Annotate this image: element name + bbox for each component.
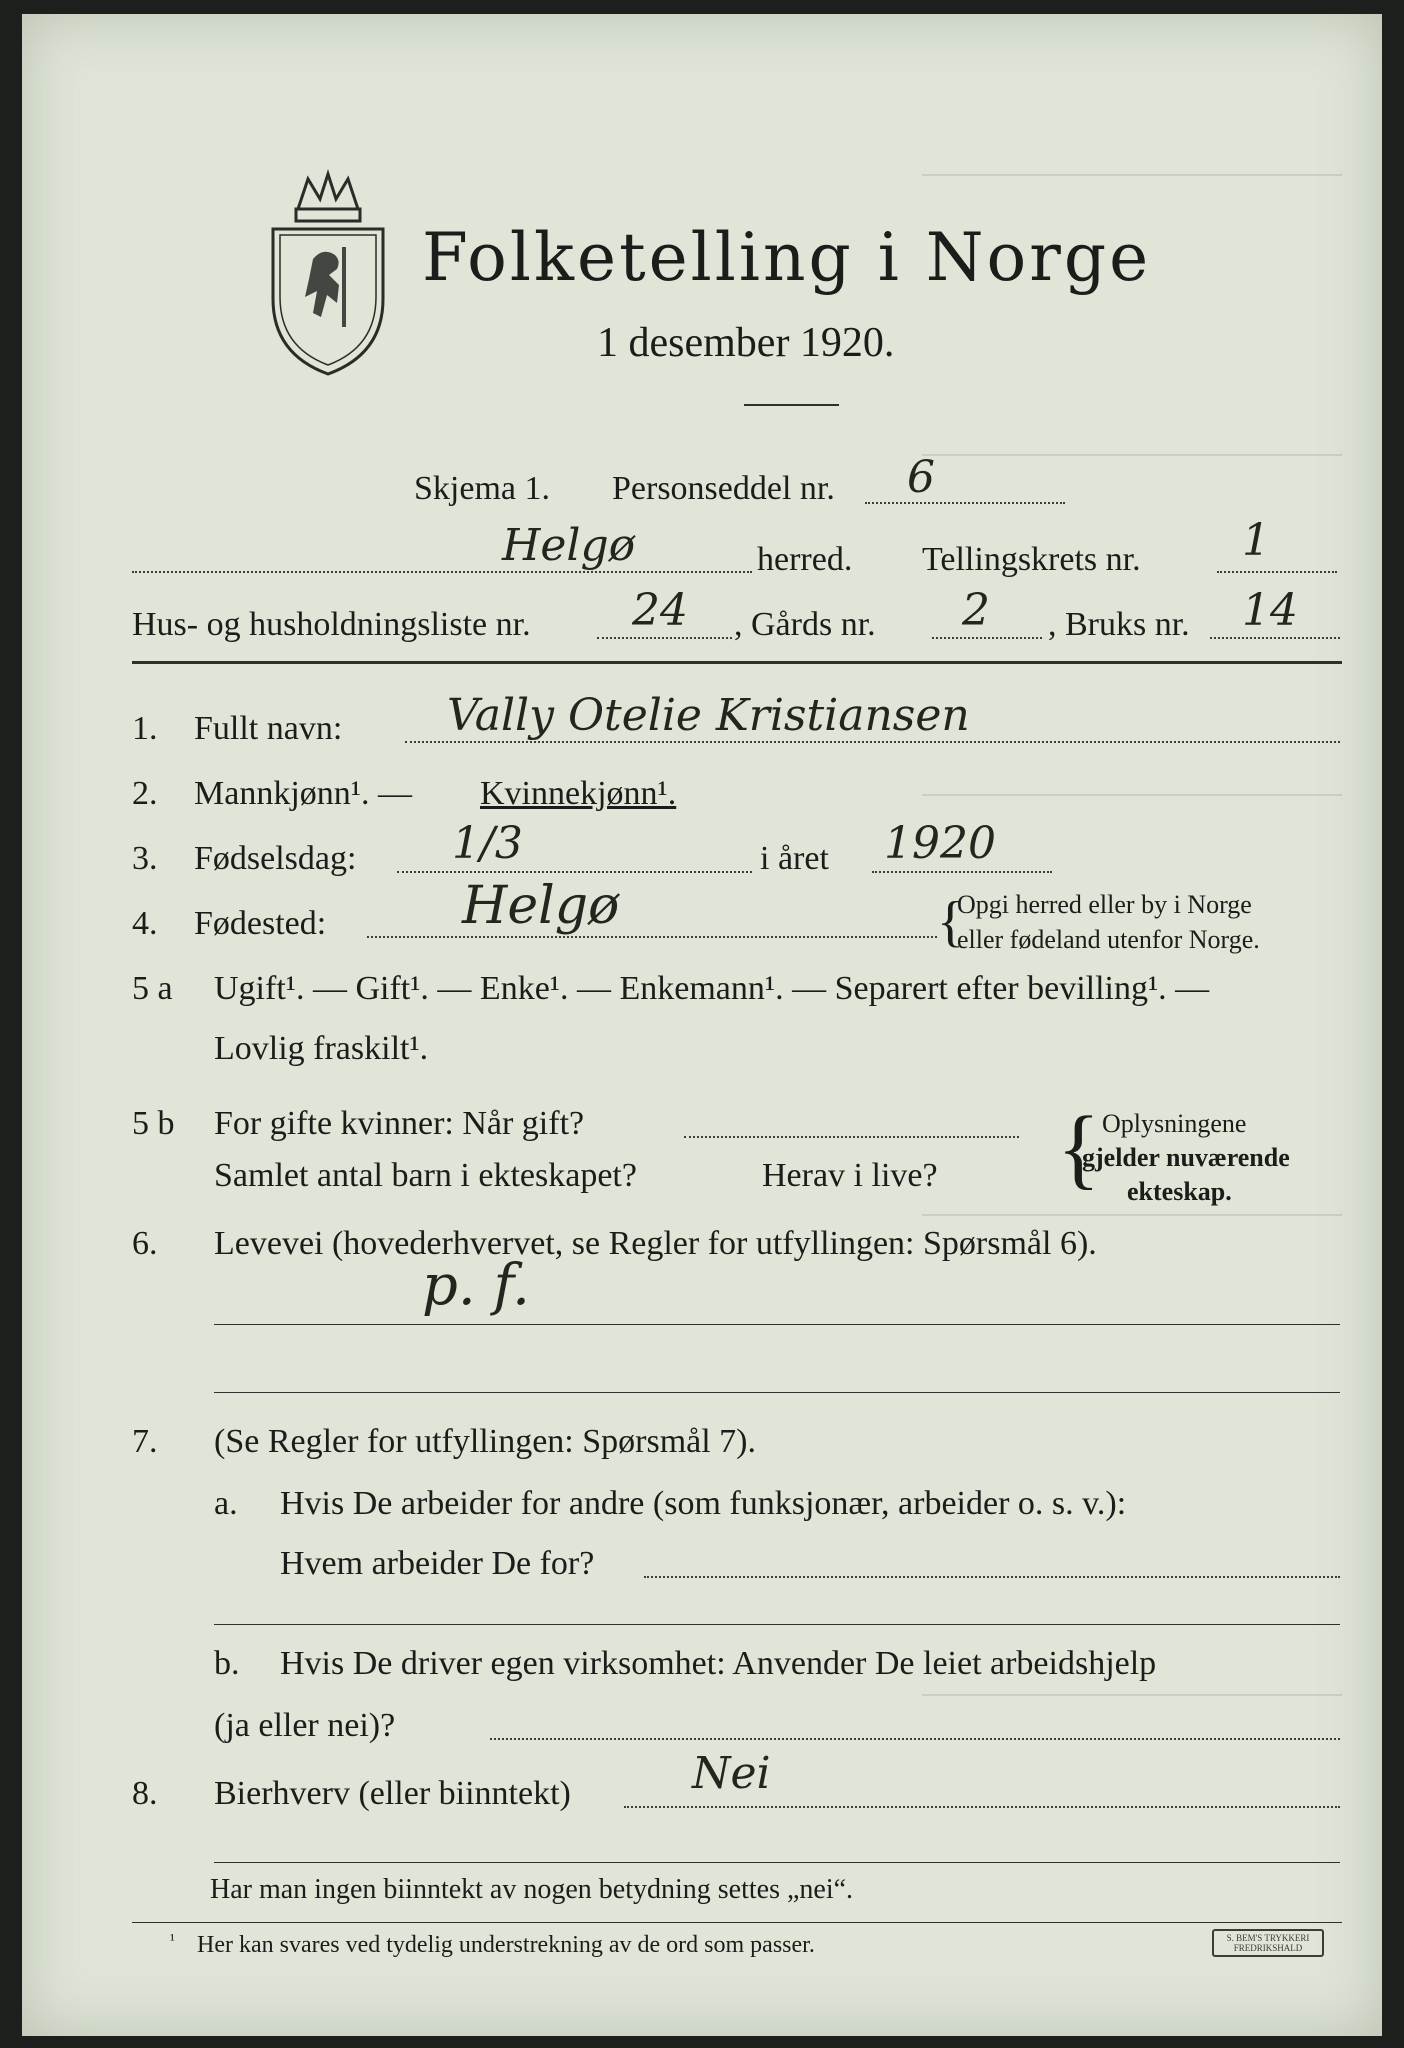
q5b-brace: { [1057, 1099, 1101, 1198]
form-title: Folketelling i Norge [422, 219, 1152, 296]
bleed-through-mark [922, 134, 1342, 176]
employer-field[interactable] [644, 1576, 1340, 1578]
q7-number: 7. [132, 1423, 158, 1460]
holding-label: , Bruks nr. [1048, 606, 1190, 643]
marital-status-options[interactable]: Ugift¹. — Gift¹. — Enke¹. — Enkemann¹. — Separert efter bevilling¹. — [214, 970, 1210, 1007]
q6-label: Levevei (hovederhvervet, se Regler for utfyllingen: Spørsmål 6). [214, 1225, 1097, 1262]
q3-label: Fødselsdag: [194, 840, 357, 877]
q5b-alive-label: Herav i live? [762, 1157, 938, 1194]
birth-year-field[interactable] [872, 871, 1052, 873]
sex-male-option[interactable]: Mannkjønn¹. — [194, 775, 412, 812]
printer-stamp [1212, 1929, 1324, 1957]
q4-number: 4. [132, 905, 158, 942]
full-name-value: Vally Otelie Kristiansen [447, 690, 970, 741]
municipality-field[interactable] [132, 571, 752, 573]
secondary-income-line-2[interactable] [214, 1862, 1340, 1863]
census-form-sheet [22, 14, 1382, 2036]
q6-number: 6. [132, 1225, 158, 1262]
birthplace-value: Helgø [462, 876, 620, 936]
person-slip-field[interactable] [865, 502, 1065, 504]
q2-number: 2. [132, 775, 158, 812]
norway-coat-of-arms-icon [258, 169, 398, 384]
holding-number: 14 [1242, 585, 1298, 636]
occupation-value: p. f. [422, 1253, 530, 1318]
q5b-note-line1: Oplysningene [1102, 1109, 1247, 1138]
person-slip-label: Personseddel nr. [612, 470, 835, 507]
hired-help-field[interactable] [490, 1738, 1340, 1740]
q5b-children-label: Samlet antal barn i ekteskapet? [214, 1157, 637, 1194]
q5b-note-line3: ekteskap. [1127, 1177, 1232, 1206]
q1-label: Fullt navn: [194, 710, 343, 747]
q7b-letter: b. [214, 1645, 240, 1682]
q8-number: 8. [132, 1775, 158, 1812]
q8-label: Bierhverv (eller biinntekt) [214, 1775, 571, 1812]
occupation-line-1[interactable] [214, 1324, 1340, 1325]
full-name-field[interactable] [405, 741, 1340, 743]
birthplace-field[interactable] [367, 936, 937, 938]
birthday-value: 1/3 [452, 818, 523, 869]
printer-stamp-line2: FREDRIKSHALD [1233, 1943, 1303, 1953]
birthplace-note-line1: Opgi herred eller by i Norge [957, 890, 1252, 919]
q7a-letter: a. [214, 1485, 238, 1522]
census-date: 1 desember 1920. [597, 320, 895, 366]
secondary-income-value: Nei [692, 1748, 771, 1799]
municipality-label: herred. [757, 541, 853, 578]
district-field[interactable] [1217, 571, 1337, 573]
household-list-number: 24 [632, 585, 688, 636]
farm-number: 2 [962, 585, 990, 636]
header-rule [132, 661, 1342, 664]
farm-label: , Gårds nr. [734, 606, 876, 643]
q7a-employer-label: Hvem arbeider De for? [280, 1545, 595, 1582]
occupation-line-2[interactable] [214, 1392, 1340, 1393]
employer-line-2[interactable] [214, 1624, 1340, 1625]
q5a-number: 5 a [132, 970, 173, 1007]
birthplace-brace: { [937, 891, 964, 953]
q5b-number: 5 b [132, 1105, 175, 1142]
q8-note: Har man ingen biinntekt av nogen betydning settes „nei“. [210, 1874, 854, 1905]
q4-label: Fødested: [194, 905, 327, 942]
footnote-rule [132, 1922, 1342, 1923]
printer-stamp-line1: S. BEM'S TRYKKERI [1226, 1933, 1310, 1943]
person-slip-number: 6 [907, 452, 935, 503]
district-label: Tellingskrets nr. [922, 541, 1141, 578]
schema-label: Skjema 1. [414, 470, 550, 507]
marriage-date-field[interactable] [684, 1136, 1019, 1138]
farm-field[interactable] [932, 637, 1042, 639]
q3-number: 3. [132, 840, 158, 877]
secondary-income-field[interactable] [624, 1806, 1340, 1808]
sex-female-option[interactable]: Kvinnekjønn¹. [480, 775, 677, 812]
household-list-label: Hus- og husholdningsliste nr. [132, 606, 531, 643]
q7b-text: Hvis De driver egen virksomhet: Anvender De leiet arbeidshjelp [280, 1645, 1157, 1682]
q5b-label: For gifte kvinner: Når gift? [214, 1105, 585, 1142]
footnote-marker: ¹ [170, 1932, 175, 1949]
birth-year-value: 1920 [884, 818, 996, 869]
bleed-through-mark [922, 414, 1342, 456]
marital-status-divorced[interactable]: Lovlig fraskilt¹. [214, 1030, 429, 1067]
municipality-value: Helgø [502, 520, 636, 571]
district-number: 1 [1242, 515, 1270, 566]
bleed-through-mark [922, 754, 1342, 796]
birth-year-label: i året [760, 840, 829, 877]
household-list-field[interactable] [597, 637, 732, 639]
q5b-note-line2: gjelder nuværende [1082, 1143, 1290, 1172]
q7b-yes-no-label: (ja eller nei)? [214, 1707, 396, 1744]
q7a-text: Hvis De arbeider for andre (som funksjonær, arbeider o. s. v.): [280, 1485, 1127, 1522]
q1-number: 1. [132, 710, 158, 747]
title-rule [744, 404, 839, 406]
footnote-text: Her kan svares ved tydelig understrekning av de ord som passer. [197, 1932, 815, 1958]
holding-field[interactable] [1210, 637, 1340, 639]
birthday-field[interactable] [397, 871, 752, 873]
birthplace-note-line2: eller fødeland utenfor Norge. [957, 925, 1260, 954]
q7-label: (Se Regler for utfyllingen: Spørsmål 7). [214, 1423, 757, 1460]
